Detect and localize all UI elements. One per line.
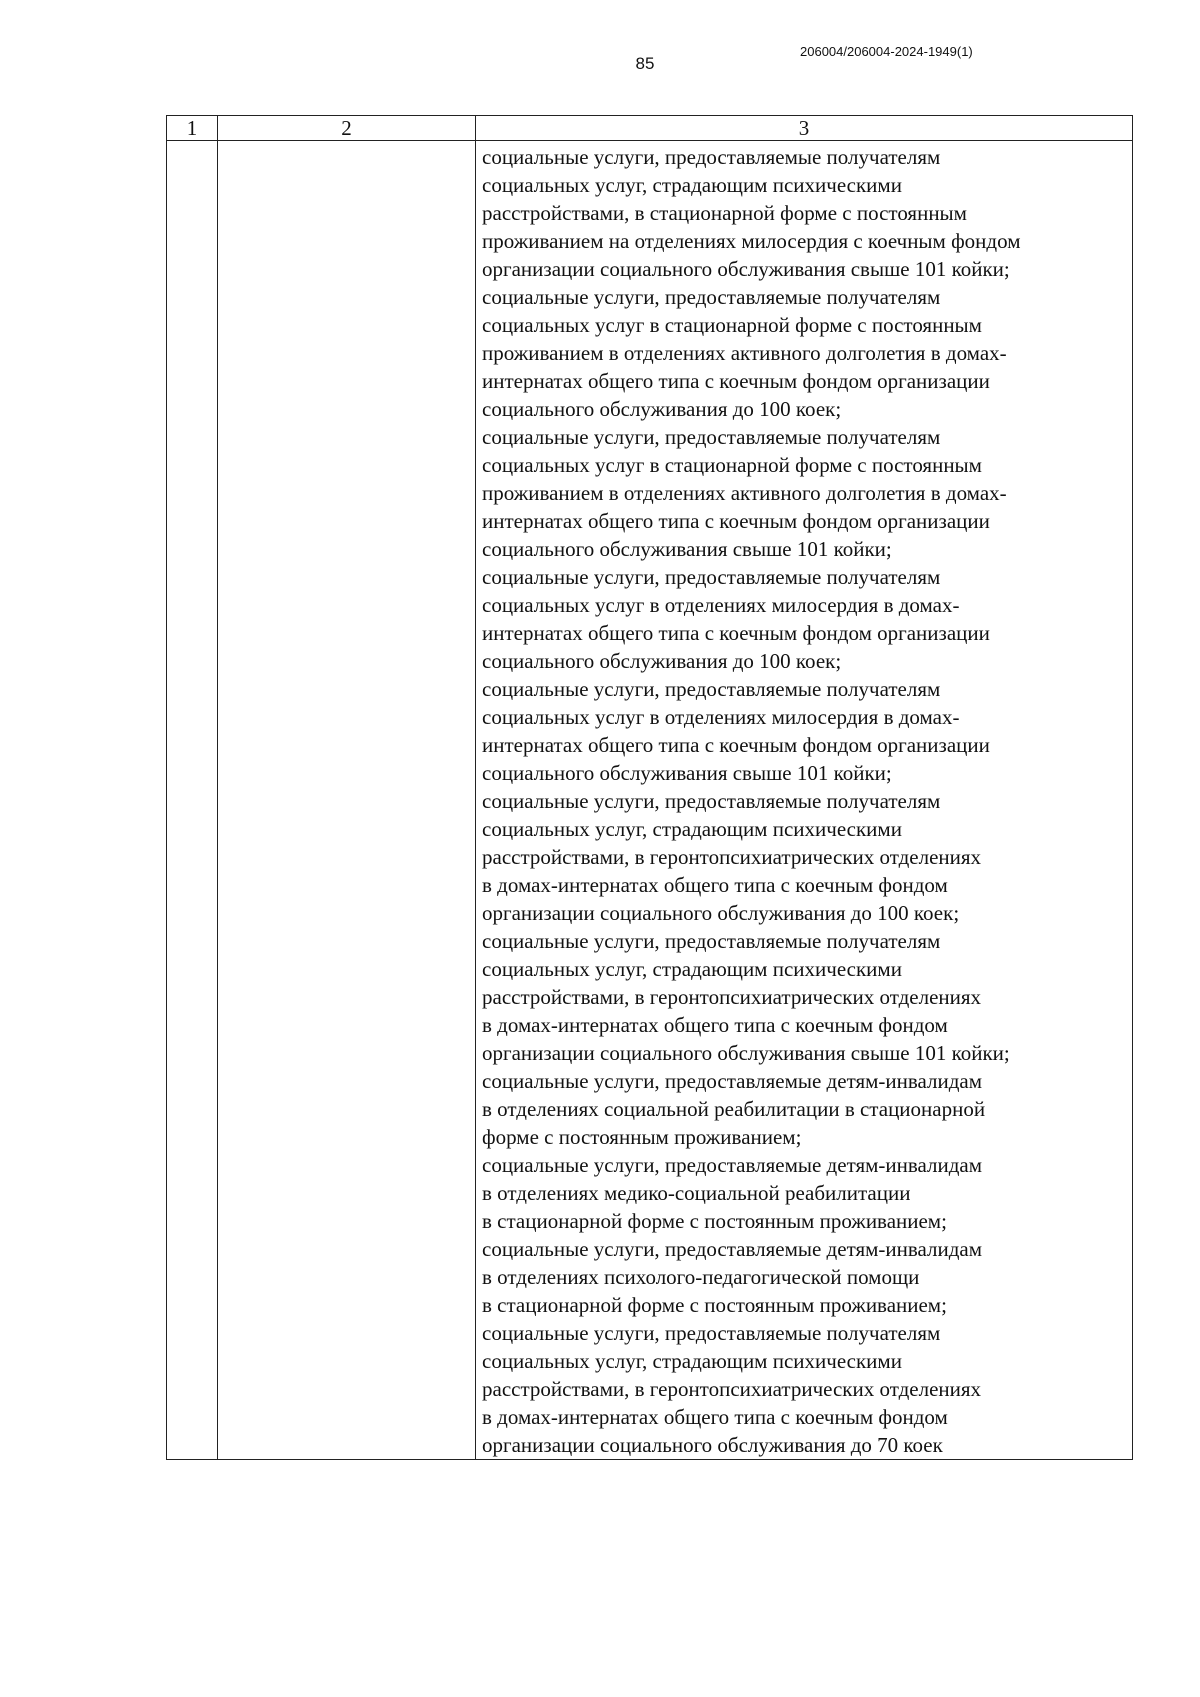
text-line: социального обслуживания до 100 коек; [482,649,842,673]
text-line: в стационарной форме с постоянным проживанием; [482,1209,947,1233]
text-line: расстройствами, в стационарной форме с постоянным [482,201,967,225]
text-line: социальных услуг, страдающим психическими [482,1349,902,1373]
table-header-row [167,116,1133,141]
text-line: интернатах общего типа с коечным фондом организации [482,369,990,393]
cell-column-3 [476,141,1133,1460]
text-line: социальных услуг в отделениях милосердия в домах- [482,705,960,729]
services-table [166,115,1133,1460]
text-line: социальные услуги, предоставляемые детям-инвалидам [482,1069,983,1093]
text-line: форме с постоянным проживанием; [482,1125,802,1149]
text-line: расстройствами, в геронтопсихиатрических отделениях [482,845,982,869]
text-line: организации социального обслуживания свыше 101 койки; [482,1041,1010,1065]
text-line: социальные услуги, предоставляемые получателям [482,285,941,309]
text-line: социальные услуги, предоставляемые получателям [482,789,941,813]
text-line: в домах-интернатах общего типа с коечным фондом [482,1405,948,1429]
text-line: социального обслуживания до 100 коек; [482,397,842,421]
text-line: социальных услуг в стационарной форме с постоянным [482,313,982,337]
text-line: социальные услуги, предоставляемые получателям [482,145,941,169]
text-line: социальные услуги, предоставляемые получателям [482,565,941,589]
text-line: социальных услуг в отделениях милосердия в домах- [482,593,960,617]
text-line: социальные услуги, предоставляемые получателям [482,929,941,953]
text-line: социальные услуги, предоставляемые получателям [482,677,941,701]
document-id: 206004/206004-2024-1949(1) [800,44,973,59]
text-line: организации социального обслуживания до 100 коек; [482,901,960,925]
column-header-3: 3 [476,116,1133,141]
text-line: проживанием на отделениях милосердия с коечным фондом [482,229,1021,253]
text-line: организации социального обслуживания до 70 коек [482,1433,943,1457]
text-line: социальных услуг, страдающим психическими [482,173,902,197]
text-line: интернатах общего типа с коечным фондом организации [482,621,990,645]
text-line: социальные услуги, предоставляемые детям-инвалидам [482,1153,983,1177]
column-header-1: 1 [167,116,218,141]
text-line: проживанием в отделениях активного долголетия в домах- [482,481,1007,505]
text-line: в отделениях медико-социальной реабилитации [482,1181,911,1205]
text-line: расстройствами, в геронтопсихиатрических отделениях [482,1377,982,1401]
text-line: в отделениях психолого-педагогической помощи [482,1265,920,1289]
text-line: в домах-интернатах общего типа с коечным фондом [482,873,948,897]
text-line: в стационарной форме с постоянным проживанием; [482,1293,947,1317]
cell-column-2 [218,141,476,1460]
table-row [167,141,1133,1460]
text-line: социального обслуживания свыше 101 койки; [482,761,892,785]
page-number: 85 [635,54,655,73]
text-line: социальные услуги, предоставляемые получателям [482,425,941,449]
text-line: организации социального обслуживания свыше 101 койки; [482,257,1010,281]
text-line: социальных услуг, страдающим психическими [482,957,902,981]
text-line: социального обслуживания свыше 101 койки; [482,537,892,561]
text-line: социальных услуг в стационарной форме с постоянным [482,453,982,477]
column-header-2: 2 [218,116,476,141]
text-line: социальных услуг, страдающим психическими [482,817,902,841]
text-line: интернатах общего типа с коечным фондом организации [482,733,990,757]
cell-column-1 [167,141,218,1460]
text-line: расстройствами, в геронтопсихиатрических отделениях [482,985,982,1009]
text-line: в домах-интернатах общего типа с коечным фондом [482,1013,948,1037]
text-line: социальные услуги, предоставляемые получателям [482,1321,941,1345]
text-line: интернатах общего типа с коечным фондом организации [482,509,990,533]
text-line: проживанием в отделениях активного долголетия в домах- [482,341,1007,365]
text-line: социальные услуги, предоставляемые детям-инвалидам [482,1237,983,1261]
services-text [482,143,1128,1459]
text-line: в отделениях социальной реабилитации в стационарной [482,1097,986,1121]
